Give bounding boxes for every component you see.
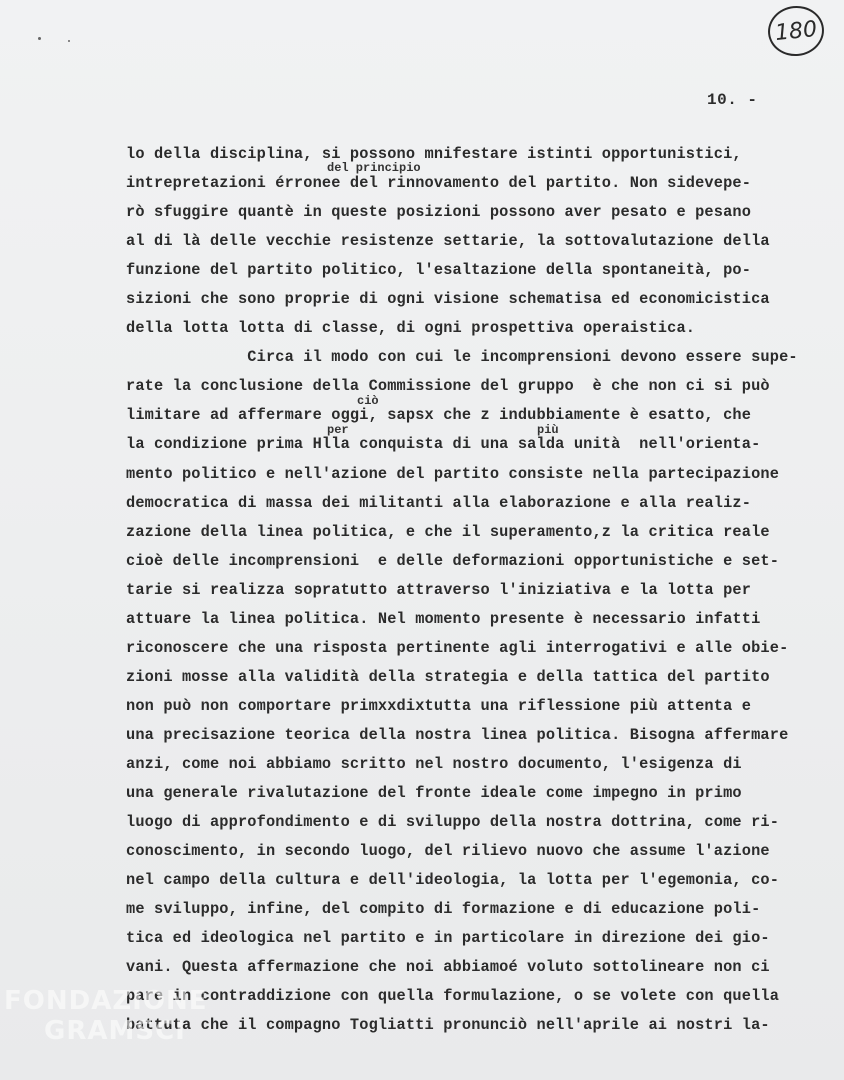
text-line: vani. Questa affermazione che noi abbiamoé voluto sottolineare non ci <box>126 958 770 977</box>
text-line: della lotta lotta di classe, di ogni prospettiva operaistica. <box>126 319 696 338</box>
text-line: limitare ad affermare oggi, sapsx che z indubbiamente è esatto, che <box>126 406 752 425</box>
text-line: me sviluppo, infine, del compito di formazione e di educazione poli- <box>126 900 761 919</box>
text-line: mento politico e nell'azione del partito consiste nella partecipazione <box>126 464 780 483</box>
watermark-line-1: FONDAZIONE <box>4 986 208 1016</box>
archive-number: 180 <box>773 16 819 46</box>
text-line: intrepretazioni érronee del rinnovamento del partito. Non sidevepe- <box>126 174 752 193</box>
speck <box>68 40 70 42</box>
text-line: cioè delle incomprensioni e delle deformazioni opportunistiche e set- <box>126 551 780 570</box>
text-line: lo della disciplina, si possono mnifestare istinti opportunistici, <box>126 145 742 163</box>
text-line: conoscimento, in secondo luogo, del rilievo nuovo che assume l'azione <box>126 842 770 861</box>
text-line: una generale rivalutazione del fronte ideale come impegno in primo <box>126 784 742 803</box>
text-line: luogo di approfondimento e di sviluppo della nostra dottrina, come ri- <box>126 813 780 832</box>
text-line: rò sfuggire quantè in queste posizioni possono aver pesato e pesano <box>126 203 752 222</box>
text-line: al di là delle vecchie resistenze settarie, la sottovalutazione della <box>126 232 770 251</box>
text-line: una precisazione teorica della nostra linea politica. Bisogna affermare <box>126 725 789 744</box>
watermark <box>4 986 207 1046</box>
text-line: tica ed ideologica nel partito e in particolare in direzione dei gio- <box>126 929 770 948</box>
text-line: riconoscere che una risposta pertinente agli interrogativi e alle obie- <box>126 638 789 657</box>
text-line: sizioni che sono proprie di ogni visione schematisa ed economicistica <box>126 290 770 309</box>
insertion-per: per <box>327 423 349 437</box>
archive-number-stamp <box>766 3 827 59</box>
text-line: battuta che il compagno Togliatti pronunciò nell'aprile ai nostri la- <box>126 1016 770 1035</box>
watermark-line-2: GRAMSCI <box>44 1016 186 1046</box>
text-line: tarie si realizza sopratutto attraverso l'iniziativa e la lotta per <box>126 580 752 599</box>
speck <box>38 37 41 40</box>
text-line: funzione del partito politico, l'esaltazione della spontaneità, po- <box>126 261 752 280</box>
typed-text-body <box>126 140 826 1040</box>
text-line: anzi, come noi abbiamo scritto nel nostro documento, l'esigenza di <box>126 754 742 773</box>
text-line: la condizione prima Hlla conquista di una salda unità nell'orienta- <box>126 435 761 454</box>
text-line: pare in contraddizione con quella formulazione, o se volete con quella <box>126 987 780 1006</box>
text-line: Circa il modo con cui le incomprensioni devono essere supe- <box>126 348 798 367</box>
text-line: democratica di massa dei militanti alla elaborazione e alla realiz- <box>126 493 752 512</box>
text-line: zioni mosse alla validità della strategia e della tattica del partito <box>126 667 770 686</box>
page-number: 10. - <box>707 91 758 109</box>
text-line: zazione della linea politica, e che il superamento,z la critica reale <box>126 522 770 541</box>
text-line: nel campo della cultura e dell'ideologia, la lotta per l'egemonia, co- <box>126 871 780 890</box>
insertion-piu: più <box>537 423 559 437</box>
text-line: rate la conclusione della Commissione del gruppo è che non ci si può <box>126 377 770 396</box>
insertion-cio: ciò <box>357 394 379 408</box>
text-line: non può non comportare primxxdixtutta una riflessione più attenta e <box>126 696 752 715</box>
insertion-del-principio: del principio <box>327 161 421 175</box>
text-line: attuare la linea politica. Nel momento presente è necessario infatti <box>126 609 761 628</box>
